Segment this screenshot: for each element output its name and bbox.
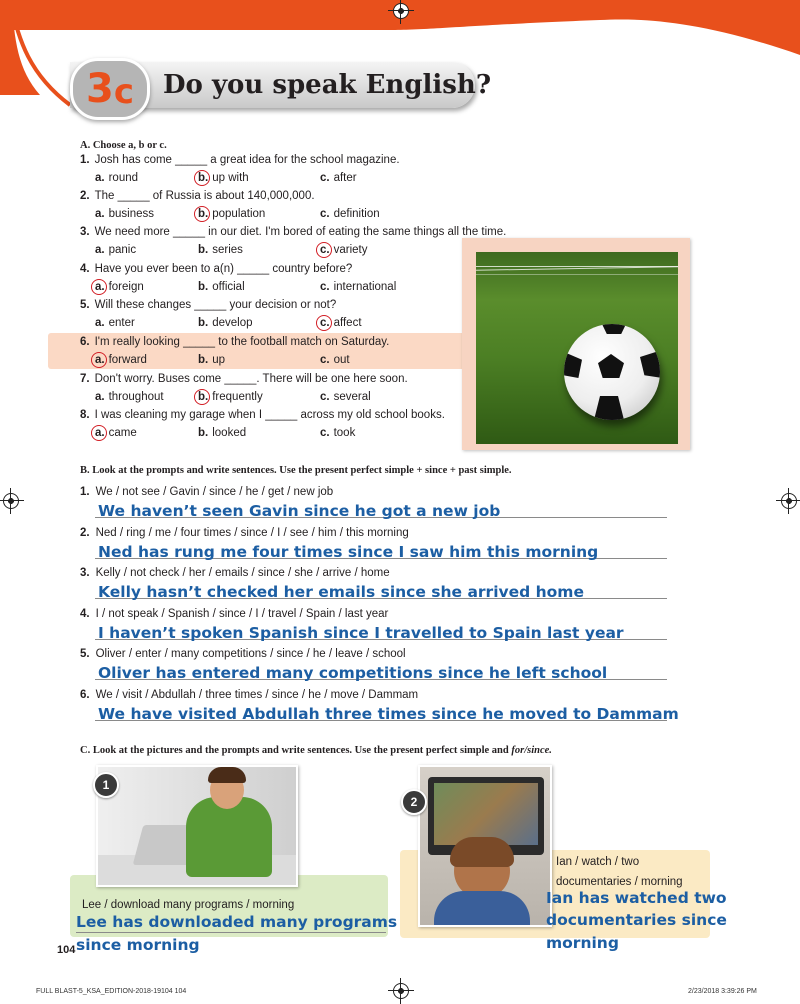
question-7-option-c[interactable]: [320, 391, 371, 403]
option-letter: b.: [198, 208, 209, 220]
picture-1-answer-line: [76, 932, 386, 933]
picture-1-man-laptop: [96, 765, 298, 887]
question-2-option-a[interactable]: [95, 208, 154, 220]
question-5-option-c[interactable]: [320, 317, 362, 329]
picture-2-answer-line-1: Ian has watched two: [546, 889, 727, 907]
question-number: 5.: [80, 299, 90, 311]
option-letter: c.: [320, 244, 330, 256]
picture-2-answer-line-2: documentaries since: [546, 911, 727, 929]
prompt-number: 6.: [80, 689, 90, 701]
picture-1-badge: 1: [93, 772, 119, 798]
question-8-option-b[interactable]: [198, 427, 246, 439]
section-b-prompt-1: [80, 486, 333, 498]
page-title: Do you speak English?: [163, 70, 492, 100]
option-text: came: [108, 427, 137, 439]
option-letter: c.: [320, 391, 330, 403]
option-letter: c.: [320, 317, 330, 329]
question-3: [80, 226, 506, 238]
option-letter: c.: [320, 427, 330, 439]
question-5-option-b[interactable]: [198, 317, 253, 329]
section-b-prompt-5: [80, 648, 406, 660]
option-letter: a.: [95, 391, 105, 403]
prompt-text: Kelly / not check / her / emails / since / she / arrive / home: [95, 567, 390, 579]
option-letter: a.: [95, 427, 105, 439]
page-number: 104: [57, 944, 76, 956]
question-1: [80, 154, 400, 166]
question-8-option-c[interactable]: [320, 427, 355, 439]
option-letter: a.: [95, 281, 105, 293]
prompt-number: 3.: [80, 567, 90, 579]
picture-2-prompt-line-1: Ian / watch / two: [556, 856, 640, 868]
answer-circle: [91, 352, 107, 368]
question-8: [80, 409, 445, 421]
footer-file-info: FULL BLAST-5_KSA_EDITION-2018-19104 104: [36, 988, 187, 995]
section-b-answer-5: Oliver has entered many competitions since he left school: [98, 664, 608, 682]
option-letter: a.: [95, 244, 105, 256]
section-b-answer-3: Kelly hasn’t checked her emails since she arrived home: [98, 583, 584, 601]
option-text: several: [333, 391, 371, 403]
question-7: [80, 373, 408, 385]
option-letter: b.: [198, 391, 209, 403]
question-text: I was cleaning my garage when I _____ across my old school books.: [94, 409, 445, 421]
option-text: variety: [333, 244, 368, 256]
option-text: enter: [108, 317, 135, 329]
question-1-option-c[interactable]: [320, 172, 357, 184]
option-text: frequently: [212, 391, 263, 403]
picture-2-boy-tv: [418, 765, 552, 927]
question-3-option-a[interactable]: [95, 244, 136, 256]
question-8-option-a[interactable]: [95, 427, 137, 439]
question-4: [80, 263, 352, 275]
question-4-option-c[interactable]: [320, 281, 396, 293]
question-6: [80, 336, 389, 348]
prompt-number: 5.: [80, 648, 90, 660]
question-2: [80, 190, 315, 202]
question-6-option-b[interactable]: [198, 354, 225, 366]
footer-timestamp: 2/23/2018 3:39:26 PM: [688, 988, 757, 995]
prompt-text: We / not see / Gavin / since / he / get / new job: [95, 486, 334, 498]
question-1-option-b[interactable]: [198, 172, 249, 184]
picture-1-answer-line-2: since morning: [76, 936, 200, 954]
football-icon: [564, 324, 660, 420]
prompt-text: I / not speak / Spanish / since / I / travel / Spain / last year: [95, 608, 389, 620]
question-2-option-b[interactable]: [198, 208, 265, 220]
question-number: 4.: [80, 263, 90, 275]
section-a-heading: A. Choose a, b or c.: [80, 140, 167, 151]
prompt-number: 4.: [80, 608, 90, 620]
question-number: 1.: [80, 154, 90, 166]
question-4-option-a[interactable]: [95, 281, 144, 293]
option-text: panic: [108, 244, 137, 256]
answer-circle: [91, 425, 107, 441]
picture-2-badge: 2: [401, 789, 427, 815]
option-letter: b.: [198, 281, 209, 293]
option-letter: a.: [95, 317, 105, 329]
option-letter: c.: [320, 208, 330, 220]
option-letter: b.: [198, 427, 209, 439]
picture-2-answer-line-3: morning: [546, 934, 619, 952]
question-number: 7.: [80, 373, 90, 385]
option-text: forward: [108, 354, 147, 366]
question-text: Have you ever been to a(n) _____ country before?: [94, 263, 353, 275]
question-3-option-c[interactable]: [320, 244, 367, 256]
answer-circle: [194, 170, 210, 186]
question-2-option-c[interactable]: [320, 208, 380, 220]
answer-circle: [316, 315, 332, 331]
option-text: series: [212, 244, 243, 256]
unit-number: 3: [86, 66, 114, 112]
football-photo: [476, 252, 678, 444]
question-7-option-a[interactable]: [95, 391, 164, 403]
section-b-heading: B. Look at the prompts and write sentences. Use the present perfect simple + since + past simple.: [80, 465, 512, 476]
option-text: up with: [212, 172, 249, 184]
answer-circle: [316, 242, 332, 258]
option-letter: a.: [95, 354, 105, 366]
option-letter: c.: [320, 172, 330, 184]
unit-letter: c: [113, 72, 134, 112]
question-number: 3.: [80, 226, 90, 238]
question-7-option-b[interactable]: [198, 391, 263, 403]
registration-mark-icon: [3, 493, 19, 509]
section-b-prompt-4: [80, 608, 388, 620]
answer-circle: [91, 279, 107, 295]
prompt-number: 2.: [80, 527, 90, 539]
registration-mark-icon: [781, 493, 797, 509]
option-text: out: [333, 354, 350, 366]
option-text: international: [333, 281, 397, 293]
option-text: develop: [212, 317, 253, 329]
option-text: looked: [212, 427, 247, 439]
option-text: took: [333, 427, 356, 439]
option-text: population: [212, 208, 266, 220]
option-letter: b.: [198, 317, 209, 329]
prompt-text: Ned / ring / me / four times / since / I / see / him / this morning: [95, 527, 409, 539]
option-letter: c.: [320, 354, 330, 366]
section-c-heading: [80, 745, 552, 756]
option-text: foreign: [108, 281, 144, 293]
option-letter: b.: [198, 172, 209, 184]
option-letter: c.: [320, 281, 330, 293]
section-b-prompt-2: [80, 527, 409, 539]
option-text: throughout: [108, 391, 164, 403]
option-text: affect: [333, 317, 362, 329]
section-b-prompt-3: [80, 567, 390, 579]
registration-mark-icon: [393, 3, 409, 19]
question-text: Josh has come _____ a great idea for the school magazine.: [94, 154, 400, 166]
option-text: round: [108, 172, 139, 184]
prompt-number: 1.: [80, 486, 90, 498]
option-letter: a.: [95, 208, 105, 220]
question-text: I'm really looking _____ to the football match on Saturday.: [94, 336, 390, 348]
question-6-option-a[interactable]: [95, 354, 147, 366]
answer-circle: [194, 389, 210, 405]
question-1-option-a[interactable]: [95, 172, 138, 184]
question-4-option-b[interactable]: [198, 281, 245, 293]
question-5: [80, 299, 336, 311]
option-letter: b.: [198, 354, 209, 366]
section-c-heading-main: C. Look at the pictures and the prompts and write sentences. Use the present perfect simple and: [80, 745, 512, 756]
question-5-option-a[interactable]: [95, 317, 135, 329]
prompt-text: We / visit / Abdullah / three times / since / he / move / Dammam: [95, 689, 419, 701]
option-text: definition: [333, 208, 380, 220]
question-number: 6.: [80, 336, 90, 348]
picture-2-prompt-line-2: documentaries / morning: [556, 876, 683, 888]
option-letter: a.: [95, 172, 105, 184]
picture-1-answer-line-1: Lee has downloaded many programs: [76, 913, 398, 931]
option-text: after: [333, 172, 357, 184]
question-text: The _____ of Russia is about 140,000,000.: [94, 190, 315, 202]
question-3-option-b[interactable]: [198, 244, 243, 256]
section-b-answer-2: Ned has rung me four times since I saw him this morning: [98, 543, 599, 561]
question-6-option-c[interactable]: [320, 354, 350, 366]
option-text: business: [108, 208, 154, 220]
option-text: up: [212, 354, 226, 366]
section-c-heading-italic: for/since.: [511, 745, 552, 756]
question-text: Will these changes _____ your decision or not?: [94, 299, 337, 311]
section-b-answer-1: We haven’t seen Gavin since he got a new job: [98, 502, 501, 520]
section-b-answer-6: We have visited Abdullah three times since he moved to Dammam: [98, 705, 679, 723]
unit-badge: [70, 58, 150, 120]
option-letter: b.: [198, 244, 209, 256]
section-b-answer-4: I haven’t spoken Spanish since I travelled to Spain last year: [98, 624, 624, 642]
question-text: Don't worry. Buses come _____. There will be one here soon.: [94, 373, 408, 385]
option-text: official: [212, 281, 245, 293]
question-number: 2.: [80, 190, 90, 202]
section-b-prompt-6: [80, 689, 418, 701]
question-number: 8.: [80, 409, 90, 421]
picture-1-prompt: Lee / download many programs / morning: [82, 899, 295, 911]
answer-circle: [194, 206, 210, 222]
registration-mark-icon: [393, 983, 409, 999]
prompt-text: Oliver / enter / many competitions / since / he / leave / school: [95, 648, 406, 660]
question-text: We need more _____ in our diet. I'm bored of eating the same things all the time.: [94, 226, 507, 238]
